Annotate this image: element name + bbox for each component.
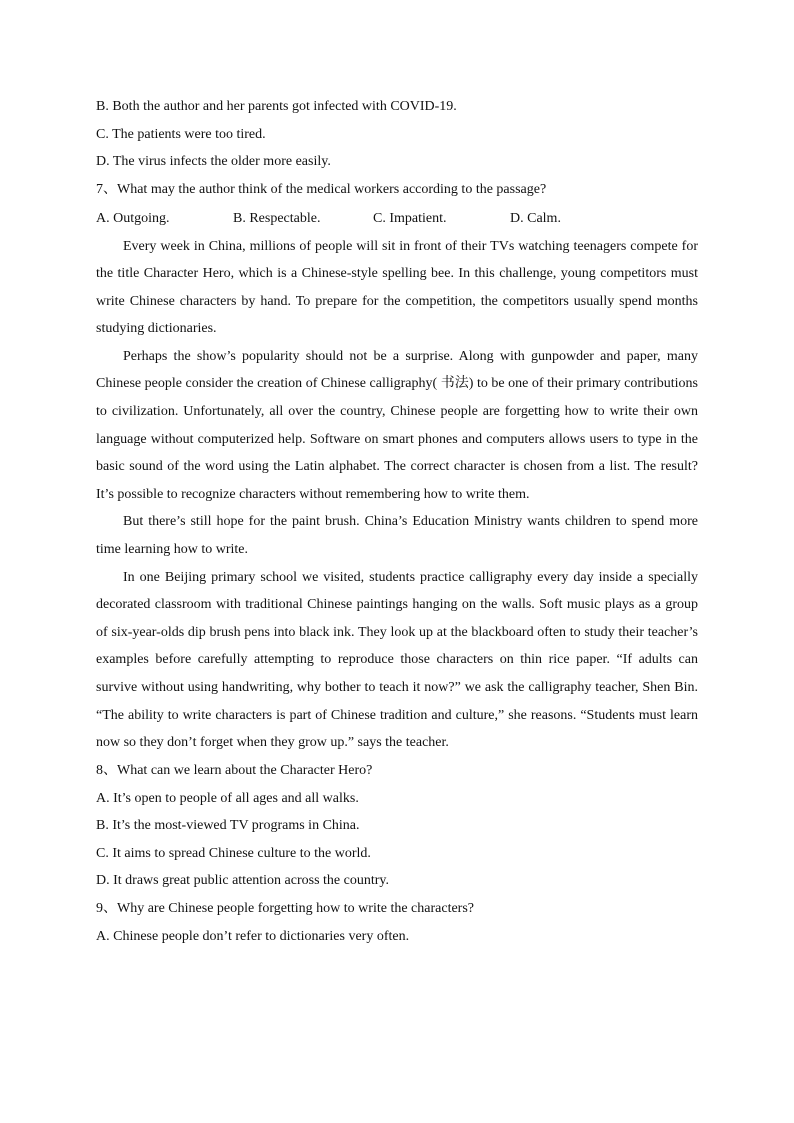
question-6-remaining-options: [96, 93, 698, 176]
q7-option-d: D. Calm.: [510, 210, 561, 226]
q9-option-a: A. Chinese people don’t refer to dictionaries very often.: [96, 928, 410, 944]
q6-option-c: C. The patients were too tired.: [96, 126, 266, 142]
question-9: [96, 895, 698, 951]
q6-option-d: D. The virus infects the older more easily.: [96, 154, 331, 169]
passage-paragraph-2: Perhaps the show’s popularity should not be a surprise. Along with gunpowder and paper, many Chinese people consider the creation of Chinese calligraphy( 书法) to be one of their primary contributions to civilization. Unfortunately, all over the country, Chinese people are forgetting how to write their own language without computerized help. Software on smart phones and computers allows users to type in the basic sound of the word using the Latin alphabet. The correct character is chosen from a list. The result? It’s possible to recognize characters without remembering how to write them.: [96, 348, 698, 502]
q7-option-a: A. Outgoing.: [96, 210, 170, 226]
q8-stem: 8、What can we learn about the Character Hero?: [96, 762, 373, 778]
q7-stem: 7、What may the author think of the medical workers according to the passage?: [96, 181, 547, 197]
q8-option-c: C. It aims to spread Chinese culture to the world.: [96, 845, 371, 861]
passage-paragraph-1: Every week in China, millions of people will sit in front of their TVs watching teenagers compete for the title Character Hero, which is a Chinese-style spelling bee. In this challenge, young competitors must write Chinese characters by hand. To prepare for the competition, the competitors usually spend months studying dictionaries.: [96, 238, 698, 337]
q9-stem: 9、Why are Chinese people forgetting how to write the characters?: [96, 900, 474, 916]
question-8: [96, 757, 698, 895]
q8-option-a: A. It’s open to people of all ages and all walks.: [96, 790, 359, 806]
q8-option-d: D. It draws great public attention across the country.: [96, 873, 390, 889]
passage-paragraph-3: But there’s still hope for the paint brush. China’s Education Ministry wants children to spend more time learning how to write.: [96, 514, 698, 558]
question-7: [96, 176, 698, 233]
q8-option-b: B. It’s the most-viewed TV programs in China.: [96, 818, 360, 834]
passage-paragraph-4: In one Beijing primary school we visited, students practice calligraphy every day inside a specially decorated classroom with traditional Chinese paintings hanging on the walls. Soft music plays as a group of six-year-olds dip brush pens into black ink. They look up at the blackboard often to study their teacher’s examples before carefully attempting to reproduce those characters on thin rice paper. “If adults can survive without using handwriting, why bother to teach it now?” we ask the calligraphy teacher, Shen Bin. “The ability to write characters is part of Chinese tradition and culture,” she reasons. “Students must learn now so they don’t forget when they grow up.” says the teacher.: [96, 569, 698, 751]
exam-page: [96, 93, 698, 950]
q7-option-c: C. Impatient.: [373, 210, 447, 226]
reading-passage: [96, 233, 698, 757]
q7-options: [96, 204, 698, 233]
q6-option-b: B. Both the author and her parents got infected with COVID-19.: [96, 99, 457, 114]
q7-option-b: B. Respectable.: [233, 210, 321, 226]
